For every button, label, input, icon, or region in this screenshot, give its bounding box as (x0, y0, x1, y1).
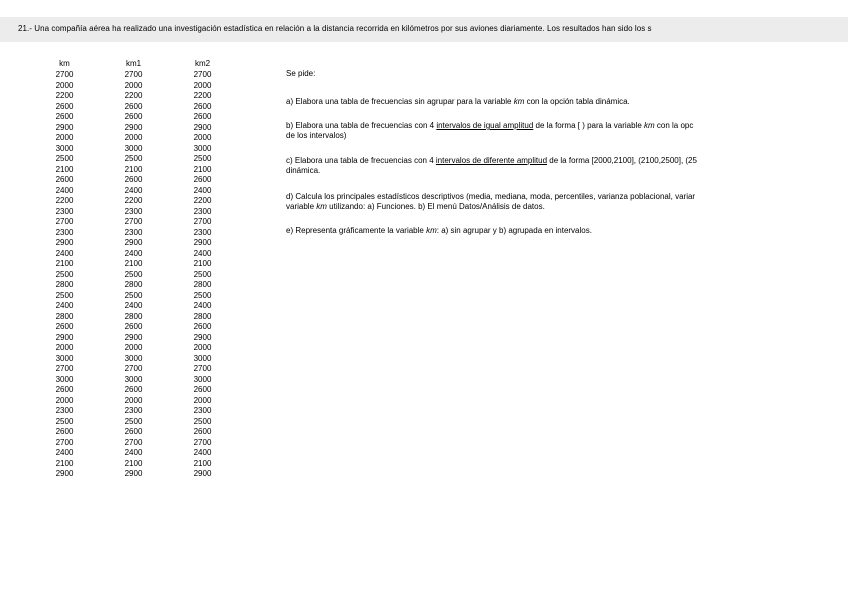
table-row (30, 102, 237, 113)
cell-km1[interactable]: 2500 (124, 269, 143, 279)
question-c-underlined: intervalos de diferente amplitud (435, 156, 548, 165)
question-b-line2: de los intervalos) (286, 131, 347, 140)
cell-km[interactable]: 2800 (55, 311, 74, 321)
cell-km1[interactable]: 2100 (124, 164, 143, 174)
cell-km2[interactable]: 2300 (193, 227, 212, 237)
cell-km[interactable]: 2600 (55, 427, 74, 436)
table-row (30, 259, 237, 270)
cell-km[interactable]: 2100 (55, 164, 74, 174)
cell-km1[interactable]: 3000 (124, 143, 143, 153)
cell-km2[interactable]: 2100 (193, 164, 212, 174)
question-b (286, 121, 794, 141)
cell-km2[interactable]: 2500 (193, 416, 212, 426)
table-row (30, 417, 237, 428)
cell-km2[interactable]: 2400 (193, 248, 212, 258)
cell-km[interactable]: 2200 (55, 196, 74, 205)
cell-km2[interactable]: 2200 (193, 196, 212, 205)
question-d-var: km (316, 202, 327, 211)
cell-km[interactable]: 2000 (55, 343, 74, 352)
cell-km[interactable]: 2000 (55, 133, 74, 142)
question-b-underlined: intervalos de igual amplitud (436, 121, 534, 130)
cell-km[interactable]: 2800 (55, 280, 74, 289)
table-row (30, 438, 237, 449)
cell-km1[interactable]: 2300 (124, 206, 143, 216)
cell-km2[interactable]: 2700 (193, 70, 212, 79)
cell-km[interactable]: 3000 (55, 143, 74, 153)
cell-km1[interactable]: 2100 (124, 458, 143, 468)
cell-km2[interactable]: 2900 (193, 332, 212, 342)
cell-km1[interactable]: 2000 (124, 395, 143, 405)
table-row (30, 375, 237, 386)
question-a-pre: a) Elabora una tabla de frecuencias sin agrupar para la variable (286, 97, 514, 106)
table-row (30, 165, 237, 176)
cell-km1[interactable]: 2200 (124, 196, 143, 205)
cell-km[interactable]: 2500 (55, 154, 74, 163)
cell-km1[interactable]: 2900 (124, 122, 143, 132)
question-b-post: con la opc (654, 121, 694, 130)
questions-block (286, 69, 794, 236)
cell-km2[interactable]: 2400 (193, 185, 212, 195)
question-a-post: con la opción tabla dinámica. (524, 97, 630, 106)
cell-km2[interactable]: 2800 (193, 280, 212, 289)
cell-km[interactable]: 2000 (55, 80, 74, 90)
cell-km1[interactable]: 2400 (124, 448, 143, 457)
table-row (30, 333, 237, 344)
cell-km1[interactable]: 2600 (124, 385, 143, 394)
cell-km[interactable]: 2100 (55, 458, 74, 468)
cell-km1[interactable]: 2700 (124, 364, 143, 373)
table-header-row (30, 58, 237, 70)
cell-km2[interactable]: 2600 (193, 175, 212, 184)
table-row (30, 270, 237, 281)
cell-km[interactable]: 2200 (55, 91, 74, 100)
table-row (30, 343, 237, 354)
cell-km2[interactable]: 2100 (193, 458, 212, 468)
question-c-line2: dinámica. (286, 166, 321, 175)
table-row (30, 228, 237, 239)
cell-km1[interactable]: 2800 (124, 311, 143, 321)
cell-km[interactable]: 2300 (55, 227, 74, 237)
table-row (30, 175, 237, 186)
question-d (286, 192, 794, 212)
cell-km[interactable]: 2400 (55, 248, 74, 258)
cell-km2[interactable]: 2500 (193, 269, 212, 279)
table-row (30, 354, 237, 365)
cell-km2[interactable]: 2000 (193, 395, 212, 405)
question-a-var: km (513, 97, 525, 106)
cell-km1[interactable]: 2500 (124, 290, 143, 300)
cell-km[interactable]: 3000 (55, 374, 74, 384)
cell-km1[interactable]: 2600 (124, 322, 143, 331)
question-e-pre: e) Representa gráficamente la variable (286, 226, 427, 235)
cell-km2[interactable]: 2400 (193, 448, 212, 457)
column-header-km2[interactable]: km2 (194, 58, 211, 68)
problem-statement: 21.- Una compañía aérea ha realizado una investigación estadística en relación a la distancia recorrida en kilómetros por sus aviones diariamente. Los resultados han sido los s (18, 24, 652, 33)
cell-km[interactable]: 2500 (55, 290, 74, 300)
cell-km1[interactable]: 2400 (124, 248, 143, 258)
table-row (30, 112, 237, 123)
column-header-km1[interactable]: km1 (125, 58, 142, 68)
cell-km[interactable]: 2700 (55, 217, 74, 226)
cell-km[interactable]: 2300 (55, 206, 74, 216)
table-row (30, 81, 237, 92)
table-row (30, 196, 237, 207)
cell-km[interactable]: 3000 (55, 353, 74, 363)
cell-km[interactable]: 2600 (55, 175, 74, 184)
table-row (30, 396, 237, 407)
table-row (30, 133, 237, 144)
column-header-km[interactable]: km (59, 58, 70, 68)
cell-km[interactable]: 2300 (55, 406, 74, 415)
table-row (30, 427, 237, 438)
cell-km2[interactable]: 2900 (193, 238, 212, 247)
question-b-var: km (644, 121, 655, 130)
cell-km[interactable]: 2900 (55, 122, 74, 132)
cell-km[interactable]: 2600 (55, 385, 74, 394)
cell-km[interactable]: 2400 (55, 185, 74, 195)
table-row (30, 322, 237, 333)
question-c-post: de la forma [2000,2100], (2100,2500], (25 (547, 156, 697, 165)
cell-km2[interactable]: 2000 (193, 80, 212, 90)
questions-intro: Se pide: (286, 69, 316, 78)
question-b-pre: b) Elabora una tabla de frecuencias con 4 (286, 121, 437, 130)
cell-km[interactable]: 2900 (55, 238, 74, 247)
cell-km2[interactable]: 3000 (193, 374, 212, 384)
cell-km[interactable]: 2500 (55, 269, 74, 279)
question-a (286, 97, 794, 107)
cell-km2[interactable]: 2700 (193, 217, 212, 226)
cell-km[interactable]: 2500 (55, 416, 74, 426)
cell-km[interactable]: 2600 (55, 101, 74, 111)
question-b-mid: de la forma [ ) para la variable (533, 121, 644, 130)
cell-km2[interactable]: 3000 (193, 353, 212, 363)
cell-km1[interactable]: 2600 (124, 101, 143, 111)
table-row (30, 238, 237, 249)
cell-km[interactable]: 2600 (55, 112, 74, 121)
cell-km1[interactable]: 3000 (124, 374, 143, 384)
cell-km1[interactable]: 2600 (124, 427, 143, 436)
cell-km[interactable]: 2900 (55, 469, 74, 478)
cell-km1[interactable]: 2700 (124, 437, 143, 447)
cell-km2[interactable]: 2700 (193, 364, 212, 373)
table-row (30, 144, 237, 155)
cell-km1[interactable]: 2300 (124, 406, 143, 415)
table-row (30, 207, 237, 218)
cell-km2[interactable]: 3000 (193, 143, 212, 153)
cell-km1[interactable]: 2200 (124, 91, 143, 100)
question-d-line2-pre: variable (286, 202, 317, 211)
table-row (30, 406, 237, 417)
header-bar (0, 17, 848, 42)
table-row (30, 186, 237, 197)
cell-km2[interactable]: 2900 (193, 122, 212, 132)
cell-km2[interactable]: 2600 (193, 385, 212, 394)
cell-km2[interactable]: 2600 (193, 322, 212, 331)
cell-km1[interactable]: 2000 (124, 80, 143, 90)
cell-km2[interactable]: 2500 (193, 290, 212, 300)
cell-km2[interactable]: 2800 (193, 311, 212, 321)
cell-km1[interactable]: 2400 (124, 301, 143, 310)
cell-km2[interactable]: 2400 (193, 301, 212, 310)
cell-km[interactable]: 2700 (55, 70, 74, 79)
question-d-line2-post: utilizando: a) Funciones. b) El menú Datos/Análisis de datos. (326, 202, 545, 211)
table-row (30, 459, 237, 470)
cell-km1[interactable]: 2900 (124, 332, 143, 342)
cell-km2[interactable]: 2000 (193, 133, 212, 142)
cell-km[interactable]: 2900 (55, 332, 74, 342)
cell-km1[interactable]: 2900 (124, 238, 143, 247)
cell-km[interactable]: 2000 (55, 395, 74, 405)
table-row (30, 291, 237, 302)
cell-km1[interactable]: 2300 (124, 227, 143, 237)
cell-km1[interactable]: 2600 (124, 175, 143, 184)
cell-km2[interactable]: 2200 (193, 91, 212, 100)
table-row (30, 385, 237, 396)
cell-km2[interactable]: 2600 (193, 427, 212, 436)
table-row (30, 70, 237, 81)
cell-km2[interactable]: 2000 (193, 343, 212, 352)
cell-km1[interactable]: 2700 (124, 217, 143, 226)
table-body (30, 70, 237, 480)
cell-km2[interactable]: 2700 (193, 437, 212, 447)
question-c (286, 156, 794, 176)
cell-km2[interactable]: 2300 (193, 406, 212, 415)
cell-km1[interactable]: 2900 (124, 469, 143, 478)
question-e-post: : a) sin agrupar y b) agrupada en intervalos. (436, 226, 592, 235)
cell-km[interactable]: 2700 (55, 364, 74, 373)
cell-km1[interactable]: 2700 (124, 70, 143, 79)
table-row (30, 312, 237, 323)
cell-km2[interactable]: 2600 (193, 101, 212, 111)
table-row (30, 448, 237, 459)
cell-km[interactable]: 2700 (55, 437, 74, 447)
cell-km1[interactable]: 2500 (124, 154, 143, 163)
cell-km1[interactable]: 2000 (124, 343, 143, 352)
cell-km[interactable]: 2400 (55, 448, 74, 457)
question-e-var: km (426, 226, 437, 235)
cell-km1[interactable]: 3000 (124, 353, 143, 363)
cell-km[interactable]: 2400 (55, 301, 74, 310)
table-row (30, 280, 237, 291)
cell-km1[interactable]: 2000 (124, 133, 143, 142)
table-row (30, 123, 237, 134)
cell-km2[interactable]: 2600 (193, 112, 212, 121)
question-c-pre: c) Elabora una tabla de frecuencias con 4 (286, 156, 436, 165)
question-e (286, 226, 794, 236)
table-row (30, 364, 237, 375)
table-row (30, 91, 237, 102)
cell-km2[interactable]: 2900 (193, 469, 212, 478)
table-row (30, 217, 237, 228)
cell-km1[interactable]: 2500 (124, 416, 143, 426)
question-d-line1: d) Calcula los principales estadísticos descriptivos (media, mediana, moda, percentiles, varianza poblacional, variar (286, 192, 696, 201)
cell-km1[interactable]: 2100 (124, 259, 143, 268)
cell-km2[interactable]: 2100 (193, 259, 212, 268)
cell-km1[interactable]: 2400 (124, 185, 143, 195)
table-row (30, 469, 237, 480)
cell-km1[interactable]: 2800 (124, 280, 143, 289)
data-table (30, 58, 237, 480)
cell-km[interactable]: 2100 (55, 259, 74, 268)
cell-km2[interactable]: 2500 (193, 154, 212, 163)
table-row (30, 249, 237, 260)
cell-km2[interactable]: 2300 (193, 206, 212, 216)
table-row (30, 154, 237, 165)
cell-km[interactable]: 2600 (55, 322, 74, 331)
cell-km1[interactable]: 2600 (124, 112, 143, 121)
table-row (30, 301, 237, 312)
